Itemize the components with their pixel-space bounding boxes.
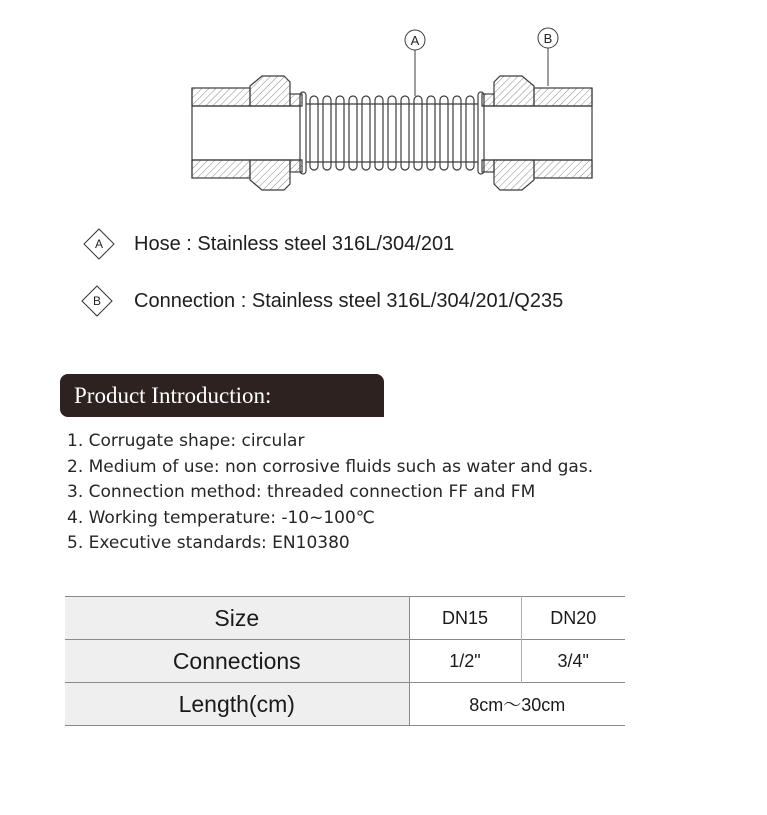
right-thread-top	[534, 88, 592, 106]
hose-rib	[466, 96, 474, 170]
spec-table	[65, 596, 625, 726]
callout-b	[538, 28, 558, 86]
right-hex-bottom	[494, 160, 534, 190]
hose-rib	[440, 96, 448, 170]
legend-row-hose	[82, 228, 454, 260]
spec-value-length: 8cm～30cm	[469, 695, 566, 715]
callout-a	[405, 30, 425, 96]
spec-label-connections: Connections	[65, 640, 409, 683]
hose-rib	[453, 96, 461, 170]
hose-rib	[323, 96, 331, 170]
hose-rib	[362, 96, 370, 170]
table-row	[65, 640, 625, 683]
right-thread-bottom	[534, 160, 592, 178]
diamond-badge-icon	[80, 284, 114, 318]
hose-rib	[336, 96, 344, 170]
legend-text-hose: Hose : Stainless steel 316L/304/201	[134, 232, 455, 255]
list-item: 2. Medium of use: non corrosive fluids such as water and gas.	[67, 456, 594, 477]
spec-value-connection-half: 1/2"	[409, 640, 521, 683]
list-item: 4. Working temperature: -10~100℃	[67, 507, 375, 528]
hose-rib	[375, 96, 383, 170]
legend-row-connection	[80, 285, 563, 317]
spec-value-connection-three-quarter: 3/4"	[557, 650, 589, 671]
hose-rib	[401, 96, 409, 170]
hose-rib	[349, 96, 357, 170]
right-hex-top	[494, 76, 534, 106]
hose-rib	[427, 96, 435, 170]
legend-badge-a: A	[94, 237, 103, 251]
spec-value-size-dn20: DN20	[550, 607, 597, 628]
table-row	[65, 683, 625, 726]
hose-rib	[414, 96, 422, 170]
left-thread-top	[192, 88, 250, 106]
legend-text-connection: Connection : Stainless steel 316L/304/201/Q235	[134, 289, 564, 312]
spec-label-length: Length(cm)	[65, 683, 409, 726]
left-hex-top	[250, 76, 290, 106]
product-introduction-list	[67, 429, 593, 557]
list-item: 1. Corrugate shape: circular	[67, 431, 305, 451]
diamond-badge-icon	[82, 227, 116, 261]
left-hex-bottom	[250, 160, 290, 190]
hose-corrugations	[310, 96, 474, 170]
callout-b-label: B	[543, 31, 553, 46]
product-introduction-title: Product Introduction:	[60, 374, 384, 417]
spec-value-size-dn15: DN15	[409, 597, 521, 640]
hose-assembly-diagram	[0, 0, 767, 215]
legend-badge-b: B	[92, 294, 101, 308]
callout-a-label: A	[410, 33, 420, 48]
table-row	[65, 597, 625, 640]
spec-label-size: Size	[65, 597, 409, 640]
list-item: 3. Connection method: threaded connection FF and FM	[67, 482, 536, 502]
hose-rib	[310, 96, 318, 170]
left-thread-bottom	[192, 160, 250, 178]
hose-rib	[388, 96, 396, 170]
list-item: 5. Executive standards: EN10380	[67, 533, 350, 553]
